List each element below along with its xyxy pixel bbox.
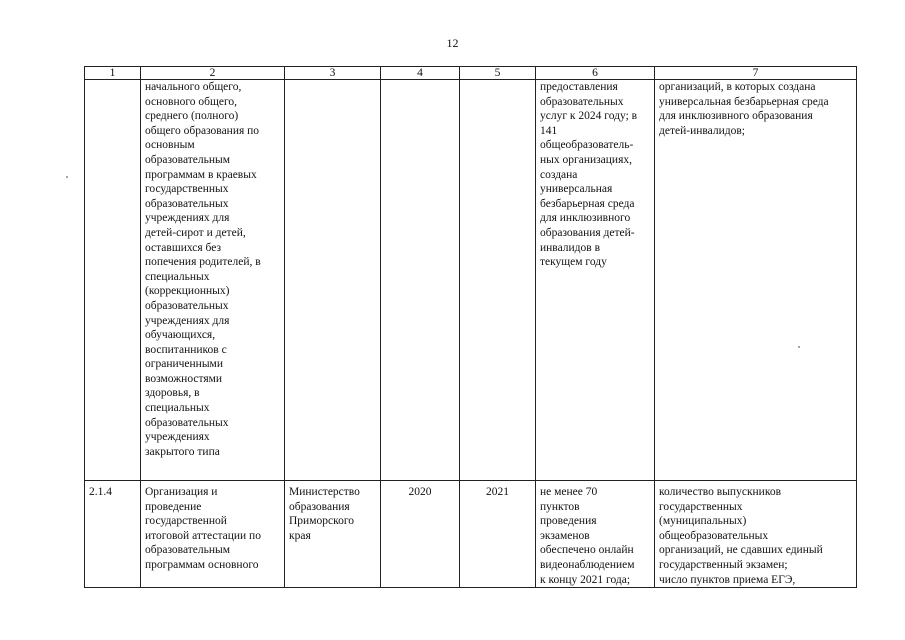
column-number-7: 7	[655, 67, 857, 80]
item-number-cell: 2.1.4	[85, 481, 141, 588]
expected-result-cell: предоставления образовательных услуг к 2024 году; в 141 общеобразователь- ных организациях, создана универсальная безбарьерная среда для инклюзивного образования детей- инвалидов в текущем году	[536, 80, 655, 481]
plan-table	[84, 66, 857, 588]
column-number-1: 1	[85, 67, 141, 80]
column-number-6: 6	[536, 67, 655, 80]
page-number: 12	[446, 36, 459, 50]
table-row	[85, 80, 857, 481]
column-number-2: 2	[141, 67, 285, 80]
item-number-cell	[85, 80, 141, 481]
responsible-cell	[285, 80, 381, 481]
start-year-cell: 2020	[381, 481, 460, 588]
table-row	[85, 481, 857, 588]
column-number-4: 4	[381, 67, 460, 80]
end-year-cell: 2021	[460, 481, 536, 588]
end-year-cell	[460, 80, 536, 481]
start-year-cell	[381, 80, 460, 481]
column-number-5: 5	[460, 67, 536, 80]
expected-result-cell: не менее 70 пунктов проведения экзаменов обеспечено онлайн видеонаблюдением к концу 2021 года;	[536, 481, 655, 588]
activity-name-cell: начального общего, основного общего, среднего (полного) общего образования по основным образовательным программам в краевых государственных образовательных учреждениях для детей-сирот и детей, оставшихся без попечения родителей, в специальных (коррекционных) образовательных учреждениях для обучающихся, воспитанников с ограниченными возможностями здоровья, в специальных образовательных учреждениях закрытого типа	[141, 80, 285, 481]
responsible-cell: Министерство образования Приморского края	[285, 481, 381, 588]
column-number-3: 3	[285, 67, 381, 80]
indicator-cell: количество выпускников государственных (муниципальных) общеобразовательных организаций, не сдавших единый государственный экзамен; число пунктов приема ЕГЭ,	[655, 481, 857, 588]
indicator-cell: организаций, в которых создана универсальная безбарьерная среда для инклюзивного образования детей-инвалидов;	[655, 80, 857, 481]
table-header-row	[85, 67, 857, 80]
activity-name-cell: Организация и проведение государственной итоговой аттестации по образовательным программам основного	[141, 481, 285, 588]
scan-speck	[66, 176, 68, 178]
